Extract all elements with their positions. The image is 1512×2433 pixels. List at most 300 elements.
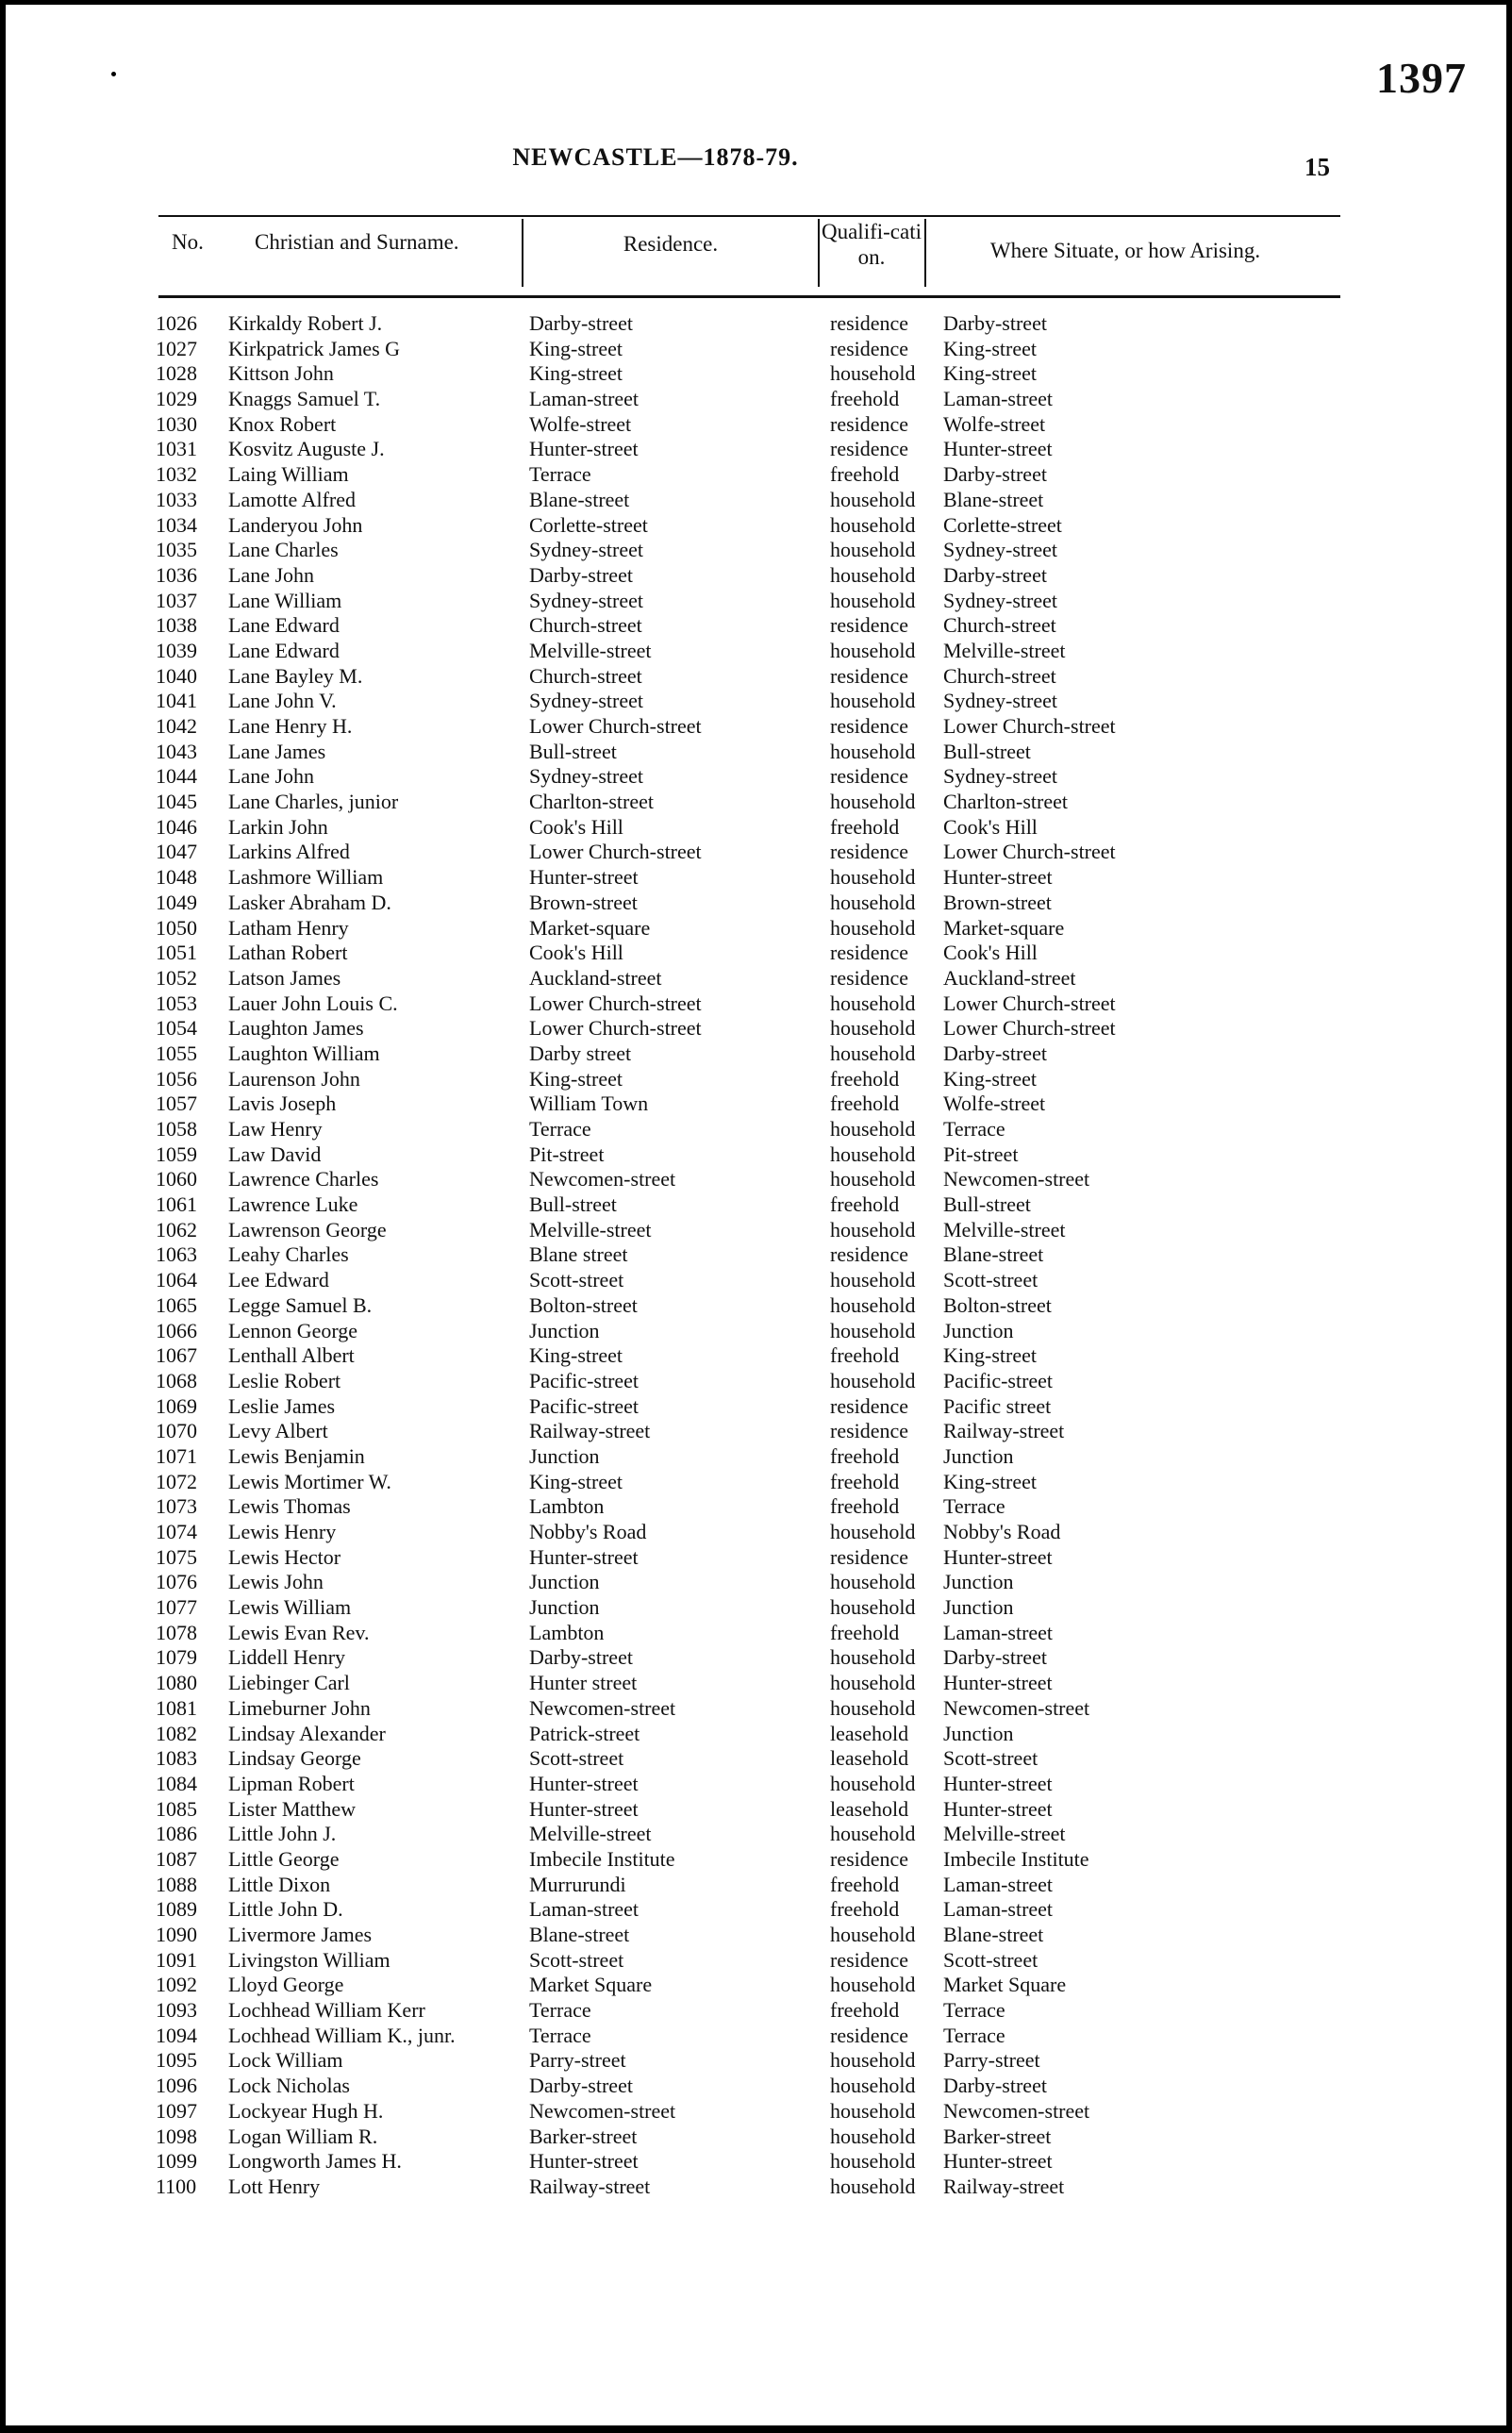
table-row xyxy=(0,1092,1512,1117)
entry-where: Railway-street xyxy=(943,2174,1065,2198)
entry-residence: Lower Church-street xyxy=(529,840,702,864)
table-row xyxy=(0,992,1512,1017)
entry-qualification: residence xyxy=(830,1242,909,1267)
table-row xyxy=(0,1042,1512,1067)
entry-qualification: freehold xyxy=(830,1092,900,1116)
table-row xyxy=(0,2024,1512,2049)
entry-where: Sydney-street xyxy=(943,538,1057,562)
entry-name: Leahy Charles xyxy=(228,1242,349,1267)
entry-name: Lennon George xyxy=(228,1318,358,1342)
entry-name: Lott Henry xyxy=(228,2174,321,2198)
entry-number: 1086 xyxy=(156,1822,197,1846)
entry-where: Church-street xyxy=(943,613,1056,638)
entry-where: Melville-street xyxy=(943,1217,1066,1241)
entry-residence: Cook's Hill xyxy=(529,941,623,965)
entry-where: Terrace xyxy=(943,1998,1005,2023)
entry-residence: Imbecile Institute xyxy=(529,1846,675,1871)
entry-where: Pacific-street xyxy=(943,1368,1054,1392)
table-row xyxy=(0,1394,1512,1420)
table-row xyxy=(0,966,1512,992)
entry-residence: Lower Church-street xyxy=(529,991,702,1015)
entry-qualification: residence xyxy=(830,714,909,738)
entry-where: Sydney-street xyxy=(943,689,1057,713)
entry-name: Laughton William xyxy=(228,1041,380,1065)
entry-name: Lamotte Alfred xyxy=(228,487,357,511)
entry-number: 1065 xyxy=(156,1292,197,1317)
entry-number: 1033 xyxy=(156,487,197,511)
entry-qualification: household xyxy=(830,1217,916,1241)
entry-number: 1046 xyxy=(156,814,197,839)
entry-number: 1096 xyxy=(156,2074,197,2098)
entry-qualification: freehold xyxy=(830,1998,900,2023)
entry-residence: Darby-street xyxy=(529,2074,633,2098)
entry-residence: Scott-street xyxy=(529,1268,624,1292)
entry-residence: Pacific-street xyxy=(529,1393,640,1418)
table-row xyxy=(0,1746,1512,1772)
entry-where: Wolfe-street xyxy=(943,1092,1046,1116)
entry-name: Kosvitz Auguste J. xyxy=(228,437,385,461)
entry-name: Little George xyxy=(228,1846,340,1871)
entry-name: Lister Matthew xyxy=(228,1796,357,1821)
entry-where: Church-street xyxy=(943,663,1056,688)
entry-number: 1089 xyxy=(156,1897,197,1922)
entry-residence: Darby-street xyxy=(529,1645,633,1670)
entry-residence: Hunter-street xyxy=(529,865,639,890)
entry-residence: Junction xyxy=(529,1443,600,1468)
entry-qualification: household xyxy=(830,1695,916,1720)
electoral-roll-table xyxy=(0,311,1512,2200)
entry-qualification: household xyxy=(830,588,916,612)
entry-qualification: household xyxy=(830,2174,916,2198)
page-title: NEWCASTLE—1878-79. xyxy=(512,143,799,171)
entry-where: King-street xyxy=(943,336,1037,360)
entry-residence: Junction xyxy=(529,1318,600,1342)
entry-number: 1035 xyxy=(156,538,197,562)
entry-qualification: residence xyxy=(830,336,909,360)
entry-qualification: household xyxy=(830,1117,916,1141)
table-row xyxy=(0,1822,1512,1847)
table-row xyxy=(0,488,1512,513)
entry-where: Sydney-street xyxy=(943,764,1057,789)
table-row xyxy=(0,865,1512,891)
entry-name: Lawrenson George xyxy=(228,1217,387,1241)
table-row xyxy=(0,1545,1512,1571)
entry-residence: Newcomen-street xyxy=(529,1695,676,1720)
entry-qualification: residence xyxy=(830,411,909,436)
entry-qualification: household xyxy=(830,512,916,537)
entry-residence: Railway-street xyxy=(529,1419,651,1443)
table-row xyxy=(0,1645,1512,1671)
entry-name: Lane Edward xyxy=(228,638,340,662)
entry-where: Laman-street xyxy=(943,1620,1054,1644)
entry-qualification: household xyxy=(830,1318,916,1342)
entry-name: Knaggs Samuel T. xyxy=(228,387,381,411)
entry-qualification: residence xyxy=(830,1419,909,1443)
entry-number: 1064 xyxy=(156,1268,197,1292)
entry-name: Lindsay Alexander xyxy=(228,1721,386,1745)
entry-number: 1053 xyxy=(156,991,197,1015)
table-row xyxy=(0,1696,1512,1722)
entry-qualification: residence xyxy=(830,311,909,335)
table-row xyxy=(0,815,1512,841)
entry-name: Lawrence Charles xyxy=(228,1167,379,1192)
entry-name: Lane James xyxy=(228,739,326,763)
entry-where: Lower Church-street xyxy=(943,840,1116,864)
entry-name: Little John D. xyxy=(228,1897,343,1922)
entry-number: 1092 xyxy=(156,1973,197,1997)
entry-where: Bull-street xyxy=(943,739,1031,763)
entry-number: 1095 xyxy=(156,2048,197,2073)
entry-where: Hunter-street xyxy=(943,437,1053,461)
entry-where: Laman-street xyxy=(943,1872,1054,1896)
table-row xyxy=(0,1494,1512,1520)
entry-number: 1100 xyxy=(156,2174,197,2198)
entry-qualification: household xyxy=(830,2074,916,2098)
entry-qualification: freehold xyxy=(830,1343,900,1368)
table-row xyxy=(0,1117,1512,1142)
entry-where: Darby-street xyxy=(943,311,1047,335)
entry-name: Law David xyxy=(228,1142,322,1166)
entry-qualification: household xyxy=(830,538,916,562)
entry-where: Newcomen-street xyxy=(943,2098,1090,2123)
table-row xyxy=(0,1897,1512,1923)
entry-residence: Blane street xyxy=(529,1242,628,1267)
entry-qualification: residence xyxy=(830,663,909,688)
entry-number: 1047 xyxy=(156,840,197,864)
entry-number: 1069 xyxy=(156,1393,197,1418)
entry-residence: Wolfe-street xyxy=(529,411,632,436)
entry-number: 1045 xyxy=(156,790,197,814)
entry-where: Parry-street xyxy=(943,2048,1040,2073)
entry-where: Newcomen-street xyxy=(943,1167,1090,1192)
entry-residence: Patrick-street xyxy=(529,1721,640,1745)
entry-qualification: household xyxy=(830,2048,916,2073)
entry-residence: King-street xyxy=(529,1469,623,1493)
entry-name: Kirkaldy Robert J. xyxy=(228,311,383,335)
entry-number: 1039 xyxy=(156,638,197,662)
entry-name: Longworth James H. xyxy=(228,2149,402,2174)
entry-residence: Darby-street xyxy=(529,311,633,335)
entry-name: Lockyear Hugh H. xyxy=(228,2098,384,2123)
table-row xyxy=(0,589,1512,614)
entry-where: Barker-street xyxy=(943,2124,1052,2148)
entry-residence: Nobby's Road xyxy=(529,1520,647,1543)
entry-number: 1061 xyxy=(156,1192,197,1217)
entry-where: Scott-street xyxy=(943,1947,1038,1972)
table-row xyxy=(0,1621,1512,1646)
entry-number: 1088 xyxy=(156,1872,197,1896)
entry-where: Newcomen-street xyxy=(943,1695,1090,1720)
entry-name: Larkin John xyxy=(228,814,328,839)
entry-number: 1034 xyxy=(156,512,197,537)
entry-residence: Newcomen-street xyxy=(529,2098,676,2123)
entry-number: 1082 xyxy=(156,1721,197,1745)
entry-number: 1030 xyxy=(156,411,197,436)
table-row xyxy=(0,412,1512,438)
entry-where: Auckland-street xyxy=(943,965,1076,990)
entry-number: 1032 xyxy=(156,462,197,487)
entry-residence: Newcomen-street xyxy=(529,1167,676,1192)
entry-number: 1062 xyxy=(156,1217,197,1241)
entry-where: Scott-street xyxy=(943,1746,1038,1771)
entry-name: Legge Samuel B. xyxy=(228,1292,373,1317)
entry-number: 1029 xyxy=(156,387,197,411)
table-row xyxy=(0,764,1512,790)
entry-residence: Cook's Hill xyxy=(529,814,623,839)
entry-name: Lipman Robert xyxy=(228,1771,355,1795)
entry-qualification: household xyxy=(830,2149,916,2174)
entry-qualification: household xyxy=(830,2124,916,2148)
table-row xyxy=(0,1671,1512,1696)
entry-number: 1094 xyxy=(156,2023,197,2047)
table-row xyxy=(0,1722,1512,1747)
entry-number: 1066 xyxy=(156,1318,197,1342)
entry-qualification: residence xyxy=(830,1846,909,1871)
entry-name: Lewis Henry xyxy=(228,1520,337,1543)
entry-qualification: household xyxy=(830,487,916,511)
entry-number: 1054 xyxy=(156,1016,197,1041)
table-row xyxy=(0,664,1512,690)
entry-where: Hunter-street xyxy=(943,2149,1053,2174)
entry-residence: Junction xyxy=(529,1595,600,1620)
entry-residence: Darby street xyxy=(529,1041,632,1065)
table-row xyxy=(0,337,1512,362)
entry-qualification: household xyxy=(830,562,916,587)
entry-name: Lasker Abraham D. xyxy=(228,890,391,914)
entry-name: Laurenson John xyxy=(228,1066,360,1091)
entry-residence: Lower Church-street xyxy=(529,1016,702,1041)
entry-number: 1042 xyxy=(156,714,197,738)
table-row xyxy=(0,714,1512,740)
entry-name: Lewis William xyxy=(228,1595,352,1620)
table-row xyxy=(0,2048,1512,2074)
entry-name: Lock William xyxy=(228,2048,343,2073)
entry-qualification: leasehold xyxy=(830,1796,909,1821)
entry-residence: Bull-street xyxy=(529,739,617,763)
entry-residence: Melville-street xyxy=(529,638,652,662)
entry-qualification: residence xyxy=(830,965,909,990)
table-row xyxy=(0,1444,1512,1470)
entry-qualification: household xyxy=(830,1268,916,1292)
entry-where: Lower Church-street xyxy=(943,1016,1116,1041)
table-row xyxy=(0,689,1512,714)
entry-qualification: household xyxy=(830,991,916,1015)
entry-residence: Pacific-street xyxy=(529,1368,640,1392)
table-row xyxy=(0,1167,1512,1192)
entry-name: Lock Nicholas xyxy=(228,2074,350,2098)
entry-where: Darby-street xyxy=(943,562,1047,587)
entry-number: 1098 xyxy=(156,2124,197,2148)
entry-number: 1040 xyxy=(156,663,197,688)
entry-name: Latham Henry xyxy=(228,915,349,940)
entry-number: 1076 xyxy=(156,1570,197,1594)
table-row xyxy=(0,2125,1512,2150)
entry-name: Logan William R. xyxy=(228,2124,378,2148)
entry-where: Corlette-street xyxy=(943,512,1062,537)
entry-number: 1077 xyxy=(156,1595,197,1620)
table-row xyxy=(0,437,1512,462)
entry-qualification: household xyxy=(830,790,916,814)
table-row xyxy=(0,1218,1512,1243)
entry-name: Lenthall Albert xyxy=(228,1343,355,1368)
column-header-where: Where Situate, or how Arising. xyxy=(989,239,1261,262)
entry-where: King-street xyxy=(943,1343,1037,1368)
entry-number: 1048 xyxy=(156,865,197,890)
entry-name: Lane Edward xyxy=(228,613,340,638)
entry-residence: King-street xyxy=(529,336,623,360)
entry-qualification: freehold xyxy=(830,1872,900,1896)
column-header-no: No. xyxy=(172,230,204,254)
table-row xyxy=(0,941,1512,966)
entry-residence: Brown-street xyxy=(529,890,638,914)
entry-qualification: household xyxy=(830,1822,916,1846)
column-divider xyxy=(924,219,926,287)
entry-where: Blane-street xyxy=(943,1242,1044,1267)
entry-name: Lathan Robert xyxy=(228,941,348,965)
entry-qualification: household xyxy=(830,1292,916,1317)
entry-number: 1038 xyxy=(156,613,197,638)
entry-qualification: household xyxy=(830,1923,916,1946)
entry-where: Melville-street xyxy=(943,638,1066,662)
entry-qualification: household xyxy=(830,1595,916,1620)
entry-qualification: household xyxy=(830,915,916,940)
entry-qualification: household xyxy=(830,2098,916,2123)
entry-name: Lane Henry H. xyxy=(228,714,353,738)
entry-name: Livermore James xyxy=(228,1923,373,1946)
entry-where: Darby-street xyxy=(943,1645,1047,1670)
entry-number: 1060 xyxy=(156,1167,197,1192)
entry-residence: Parry-street xyxy=(529,2048,626,2073)
entry-residence: Hunter-street xyxy=(529,437,639,461)
table-row xyxy=(0,2099,1512,2125)
sheet-number: 15 xyxy=(1304,153,1330,181)
entry-name: Landeryou John xyxy=(228,512,363,537)
entry-qualification: freehold xyxy=(830,1443,900,1468)
entry-where: Darby-street xyxy=(943,1041,1047,1065)
table-row xyxy=(0,1470,1512,1495)
table-row xyxy=(0,916,1512,942)
entry-qualification: household xyxy=(830,1016,916,1041)
entry-number: 1087 xyxy=(156,1846,197,1871)
entry-residence: Terrace xyxy=(529,462,591,487)
entry-residence: Murrurundi xyxy=(529,1872,626,1896)
entry-name: Lane Charles, junior xyxy=(228,790,399,814)
entry-where: Nobby's Road xyxy=(943,1520,1061,1543)
entry-qualification: leasehold xyxy=(830,1721,909,1745)
entry-number: 1055 xyxy=(156,1041,197,1065)
entry-name: Knox Robert xyxy=(228,411,337,436)
entry-name: Lewis Hector xyxy=(228,1544,341,1569)
entry-qualification: household xyxy=(830,739,916,763)
entry-number: 1068 xyxy=(156,1368,197,1392)
entry-qualification: household xyxy=(830,1973,916,1997)
table-row xyxy=(0,2149,1512,2175)
entry-qualification: residence xyxy=(830,764,909,789)
entry-residence: Scott-street xyxy=(529,1947,624,1972)
entry-qualification: freehold xyxy=(830,1469,900,1493)
entry-qualification: residence xyxy=(830,941,909,965)
entry-qualification: household xyxy=(830,1771,916,1795)
entry-number: 1090 xyxy=(156,1923,197,1946)
entry-number: 1056 xyxy=(156,1066,197,1091)
table-row xyxy=(0,361,1512,387)
entry-qualification: household xyxy=(830,1570,916,1594)
entry-residence: Blane-street xyxy=(529,1923,630,1946)
table-row xyxy=(0,1873,1512,1898)
entry-qualification: freehold xyxy=(830,462,900,487)
entry-name: Lane Charles xyxy=(228,538,339,562)
entry-qualification: household xyxy=(830,1368,916,1392)
table-row xyxy=(0,2175,1512,2200)
table-row xyxy=(0,1419,1512,1444)
table-row xyxy=(0,1293,1512,1319)
entry-number: 1057 xyxy=(156,1092,197,1116)
entry-number: 1079 xyxy=(156,1645,197,1670)
entry-residence: Church-street xyxy=(529,613,642,638)
table-row xyxy=(0,740,1512,765)
entry-residence: Darby-street xyxy=(529,562,633,587)
table-row xyxy=(0,563,1512,589)
entry-qualification: residence xyxy=(830,1947,909,1972)
entry-number: 1071 xyxy=(156,1443,197,1468)
entry-where: Hunter-street xyxy=(943,1796,1053,1821)
table-row xyxy=(0,1319,1512,1344)
table-row xyxy=(0,1520,1512,1545)
entry-residence: Hunter-street xyxy=(529,1771,639,1795)
entry-residence: Sydney-street xyxy=(529,588,643,612)
table-row xyxy=(0,311,1512,337)
entry-number: 1059 xyxy=(156,1142,197,1166)
entry-qualification: household xyxy=(830,1520,916,1543)
entry-qualification: household xyxy=(830,890,916,914)
column-header-name: Christian and Surname. xyxy=(255,230,459,254)
table-row xyxy=(0,1923,1512,1948)
table-row xyxy=(0,613,1512,639)
entry-name: Lauer John Louis C. xyxy=(228,991,398,1015)
entry-where: Scott-street xyxy=(943,1268,1038,1292)
entry-qualification: freehold xyxy=(830,1620,900,1644)
entry-where: Cook's Hill xyxy=(943,941,1038,965)
table-row xyxy=(0,1268,1512,1293)
entry-where: Market-square xyxy=(943,915,1065,940)
entry-where: King-street xyxy=(943,361,1037,386)
entry-where: Junction xyxy=(943,1443,1014,1468)
entry-residence: Lambton xyxy=(529,1620,605,1644)
entry-qualification: household xyxy=(830,865,916,890)
entry-residence: William Town xyxy=(529,1092,649,1116)
table-row xyxy=(0,1973,1512,1998)
entry-qualification: household xyxy=(830,1041,916,1065)
entry-where: Hunter-street xyxy=(943,1771,1053,1795)
entry-name: Lochhead William K., junr. xyxy=(228,2023,456,2047)
entry-residence: Barker-street xyxy=(529,2124,638,2148)
page-border-top xyxy=(0,0,1512,5)
entry-residence: Melville-street xyxy=(529,1822,652,1846)
table-row xyxy=(0,1369,1512,1394)
entry-where: Hunter-street xyxy=(943,1544,1053,1569)
entry-residence: Auckland-street xyxy=(529,965,662,990)
entry-residence: King-street xyxy=(529,1343,623,1368)
entry-number: 1080 xyxy=(156,1671,197,1695)
entry-qualification: household xyxy=(830,1671,916,1695)
entry-name: Lashmore William xyxy=(228,865,384,890)
entry-residence: Lower Church-street xyxy=(529,714,702,738)
entry-name: Leslie James xyxy=(228,1393,336,1418)
entry-number: 1049 xyxy=(156,890,197,914)
table-row xyxy=(0,1797,1512,1823)
entry-qualification: residence xyxy=(830,437,909,461)
entry-number: 1041 xyxy=(156,689,197,713)
